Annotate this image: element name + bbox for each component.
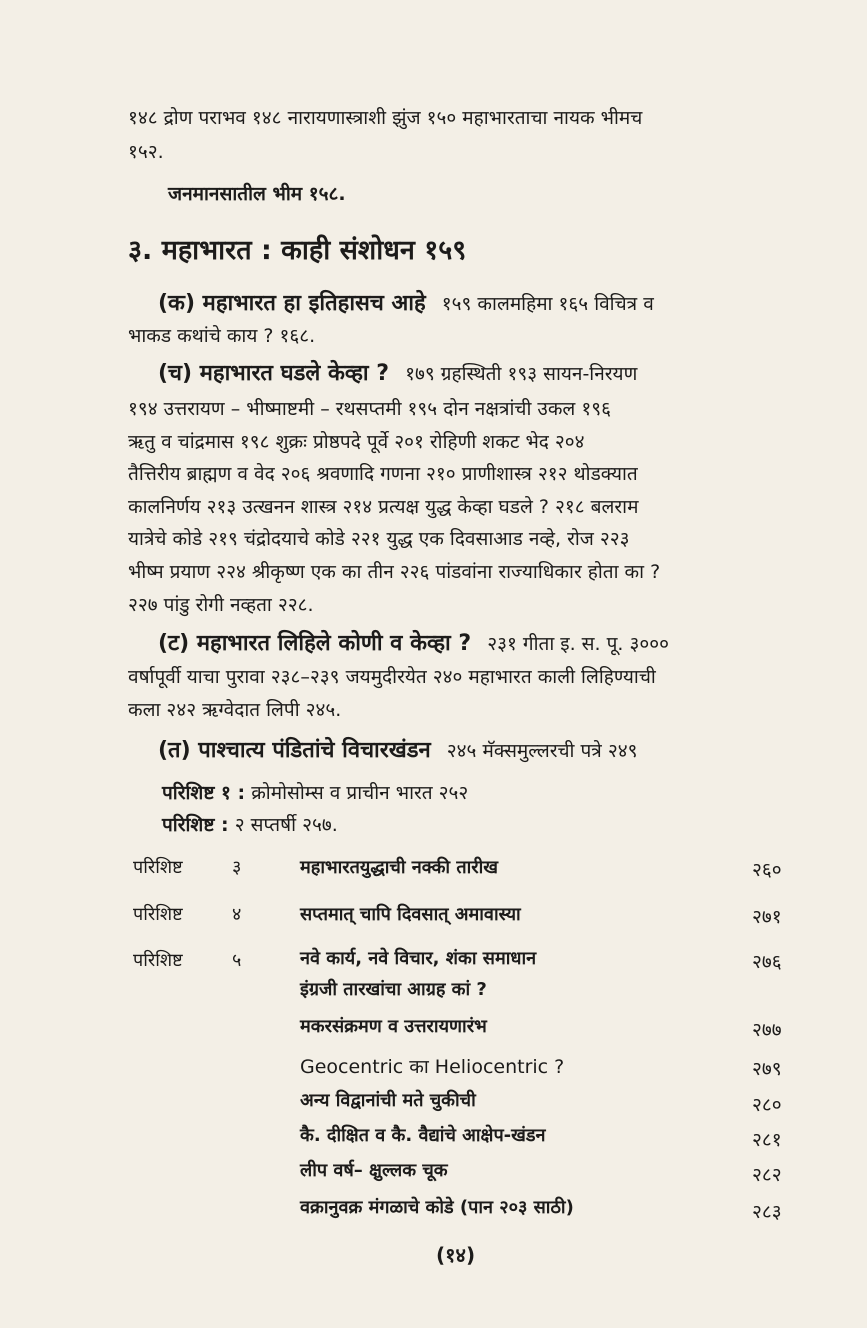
appendix-5-title: नवे कार्य, नवे विचार, शंका समाधान [300,948,537,969]
appendix-3-page: २६० [752,859,782,881]
intro-line-2: १५२. [128,141,164,163]
page-number: (१४) [436,1243,476,1267]
sub-item-page: २८० [752,1094,782,1116]
appendix-4-num: ४ [232,904,242,925]
intro-line-3: जनमानसातील भीम १५८. [168,183,346,205]
section-ka-text: १५९ कालमहिमा १६५ विचित्र व [441,293,654,315]
sub-item-title: वक्रानुवक्र मंगळाचे कोडे (पान २०३ साठी) [300,1197,574,1218]
section-cha-line-3: ऋतु व चांद्रमास १९८ शुक्रः प्रोष्ठपदे पूर्वे २०१ रोहिणी शकट भेद २०४ [128,431,585,453]
section-cha-text: १७९ ग्रहस्थिती १९३ सायन-निरयण [405,363,638,385]
appendix-4-label: परिशिष्ट [133,904,183,925]
appendix-5-num: ५ [232,950,242,971]
intro-line-1: १४८ द्रोण पराभव १४८ नारायणास्त्राशी झुंज १५० महाभारताचा नायक भीमच [128,107,643,129]
appendix-5-page: २७६ [752,951,782,973]
appendix-4-title: सप्तमात् चापि दिवसात् अमावास्या [300,904,521,925]
section-cha-line-7: भीष्म प्रयाण २२४ श्रीकृष्ण एक का तीन २२६ पांडवांना राज्याधिकार होता का ? [128,561,661,583]
sub-item-title: Geocentric का Heliocentric ? [300,1056,565,1078]
section-ka-heading: (क) महाभारत हा इतिहासच आहे [158,291,426,316]
sub-item-title: अन्य विद्वानांची मते चुकीची [300,1090,476,1111]
section-cha-line-8: २२७ पांडु रोगी नव्हता २२८. [128,594,314,616]
section-tha-line-1 [158,735,637,767]
chapter-heading: ३. महाभारत : काही संशोधन १५९ [128,235,467,266]
sub-item-title: कै. दीक्षित व कै. वैद्यांचे आक्षेप-खंडन [300,1125,546,1146]
parishishta-2-line [162,810,338,841]
appendix-5-label: परिशिष्ट [133,950,183,971]
section-tha-heading: (त) पाश्चात्य पंडितांचे विचारखंडन [158,738,431,763]
parishishta-1-text: क्रोमोसोम्स व प्राचीन भारत २५२ [251,782,469,804]
section-ta-line-2: वर्षापूर्वी याचा पुरावा २३८–२३९ जयमुदीरयेत २४० महाभारत काली लिहिण्याची [128,666,656,688]
sub-item-page: २८२ [752,1164,782,1186]
sub-item-title: लीप वर्ष– क्षुल्लक चूक [300,1160,448,1181]
parishishta-1-line [162,778,468,809]
parishishta-2-text: २ सप्तर्षी २५७. [234,814,338,836]
sub-item-title: इंग्रजी तारखांचा आग्रह कां ? [300,979,487,1000]
section-ka-line-2: भाकड कथांचे काय ? १६८. [128,325,316,347]
appendix-3-num: ३ [232,857,242,878]
section-cha-line-1 [158,358,637,390]
section-ta-heading: (ट) महाभारत लिहिले कोणी व केव्हा ? [158,631,472,656]
section-cha-line-5: कालनिर्णय २१३ उत्खनन शास्त्र २१४ प्रत्यक्ष युद्ध केव्हा घडले ? २१८ बलराम [128,496,639,518]
section-cha-heading: (च) महाभारत घडले केव्हा ? [158,361,390,386]
section-ta-line-1 [158,628,669,660]
sub-item-page: २८३ [752,1201,782,1223]
parishishta-1-label: परिशिष्ट १ : [162,782,246,804]
sub-item-page: २७७ [752,1019,782,1041]
sub-item-title: मकरसंक्रमण व उत्तरायणारंभ [300,1016,487,1037]
parishishta-2-label: परिशिष्ट : [162,814,229,836]
section-cha-line-6: यात्रेचे कोडे २१९ चंद्रोदयाचे कोडे २२१ युद्ध एक दिवसाआड नव्हे, रोज २२३ [128,528,630,550]
section-ta-text: २३१ गीता इ. स. पू. ३००० [487,633,669,655]
section-cha-line-2: १९४ उत्तरायण – भीष्माष्टमी – रथसप्तमी १९५ दोन नक्षत्रांची उकल १९६ [128,398,611,420]
sub-item-page: २८१ [752,1129,782,1151]
sub-item-page: २७९ [752,1058,782,1080]
appendix-3-label: परिशिष्ट [133,857,183,878]
section-ta-line-3: कला २४२ ऋग्वेदात लिपी २४५. [128,699,342,721]
section-ka-line-1 [158,288,654,320]
appendix-3-title: महाभारतयुद्धाची नक्की तारीख [300,857,498,878]
section-cha-line-4: तैत्तिरीय ब्राह्मण व वेद २०६ श्रवणादि गणना २१० प्राणीशास्त्र २१२ थोडक्यात [128,463,638,485]
appendix-4-page: २७१ [752,906,782,928]
section-tha-text: २४५ मॅक्समुल्लरची पत्रे २४९ [446,740,638,762]
